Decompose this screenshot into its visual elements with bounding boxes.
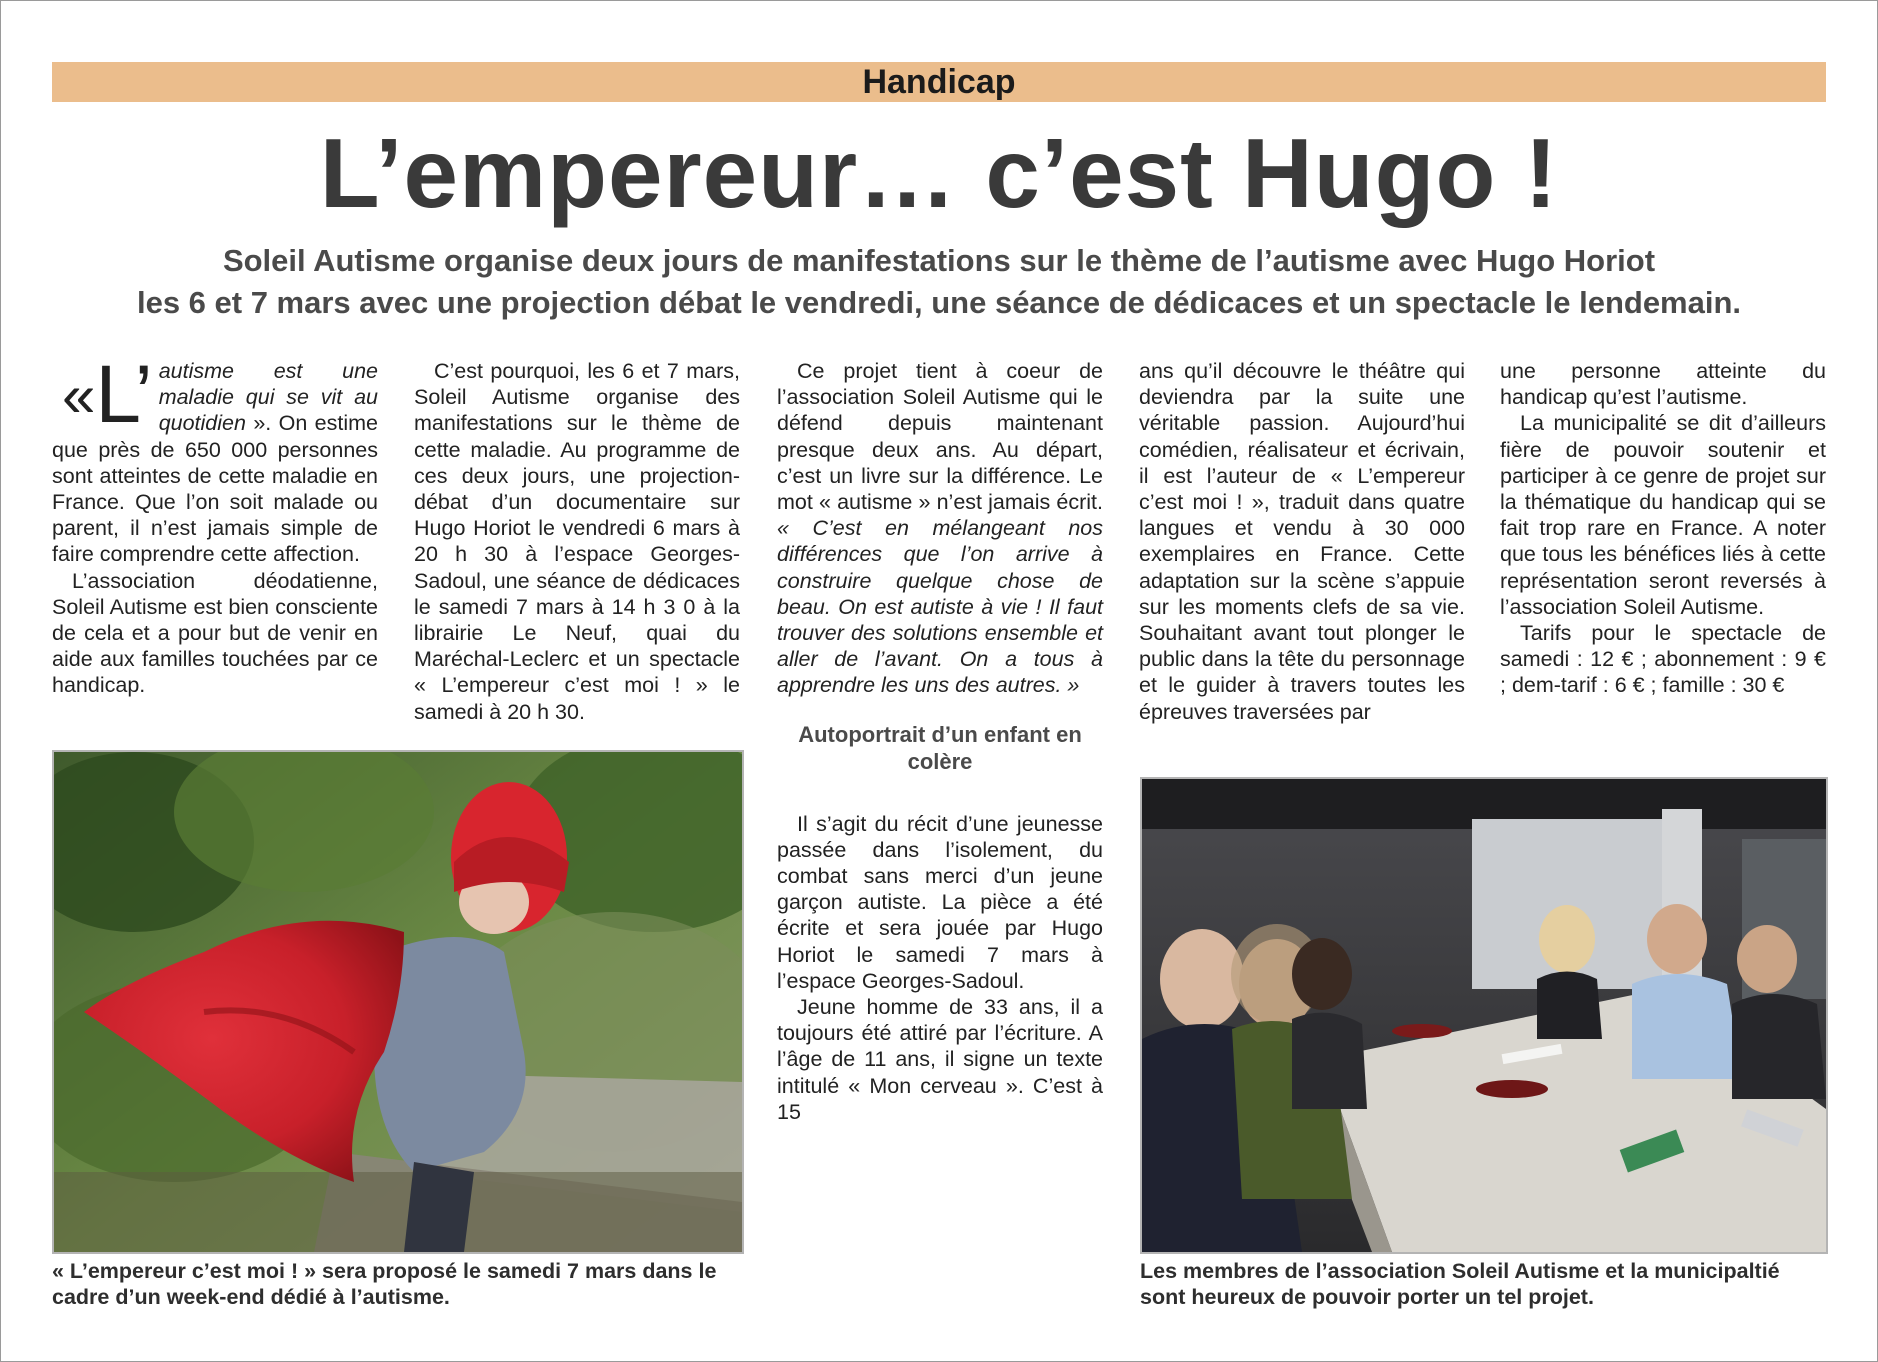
paragraph-7: La municipalité se dit d’ailleurs fière de pouvoir soutenir et participer à ce genre de projet sur la thématique du handicap qui se fait trop rare en France. A noter que tous les bénéfices liés à cette représentation seront reversés à l’association Soleil Autisme. — [1500, 411, 1826, 619]
headline: L’empereur… c’est Hugo ! — [319, 118, 1559, 228]
photo-hugo-cape-image — [54, 752, 742, 1252]
lead-paragraph — [52, 349, 378, 568]
caption-photo-2: Les membres de l’association Soleil Autisme et la municipaltié sont heureux de pouvoir porter un tel projet. — [1140, 1259, 1780, 1309]
article-column-4 — [1139, 358, 1465, 725]
article-column-2 — [414, 358, 740, 725]
standfirst — [52, 240, 1826, 324]
paragraph-5: Il s’agit du récit d’une jeunesse passée dans l’isolement, du combat sans merci d’un jeune garçon autiste. La pièce a été écrite et sera jouée par Hugo Horiot le samedi 7 mars à l’espace Georges-Sadoul. — [777, 811, 1103, 993]
paragraph-4: Ce projet tient à coeur de l’association Soleil Autisme qui le défend depuis maintenant presque deux ans. Au départ, c’est un livre sur la différence. Le mot « autisme » n’est jamais écrit. « C’est en mélangeant nos différences que l’on arrive à construire quelque chose de beau. On est autiste à vie ! Il faut trouver des solutions ensemble et aller de l’avant. On a tous à apprendre les uns des autres. » — [777, 359, 1103, 698]
photo-hugo-cape — [52, 750, 744, 1254]
drop-cap: «L’ — [62, 349, 151, 440]
paragraph-6-part-c: une personne atteinte du handicap qu’est l’autisme. — [1500, 359, 1826, 410]
caption-photo-1: « L’empereur c’est moi ! » sera proposé le samedi 7 mars dans le cadre d’un week-end dédié à l’autisme. — [52, 1259, 717, 1309]
hugo-quote: « C’est en mélangeant nos différences que l’on arrive à construire quelque chose de beau. On est autiste à vie ! Il faut trouver des solutions ensemble et aller de l’avant. On a tous à apprendre les uns des autres. » — [777, 516, 1103, 698]
paragraph-2-part-a: L’association déodatienne, Soleil Autisme est bien consciente de cela et a pour but de venir en aide aux familles touchées par ce handicap. — [52, 568, 378, 698]
photo-meeting — [1140, 777, 1828, 1254]
standfirst-line-1: Soleil Autisme organise deux jours de manifestations sur le thème de l’autisme avec Hugo Horiot — [222, 243, 1656, 278]
paragraph-3-part-a: C’est pourquoi, les 6 et 7 mars, Soleil Autisme organise des manifestations sur le thème de cette maladie. Au programme de ces deux jours, une projection-débat d’un documentaire sur Hugo Horiot le vendredi 6 mars à 20 h 30 à l’espace Georges-Sadoul, une séance de dédicaces le samedi 7 mars à 14 h 3 0 à la librairie Le Neuf, quai du Maréchal-Leclerc et un spectacle « L’empereur c’est moi ! » le samedi à 20 h 30. — [414, 359, 740, 724]
paragraph-6-part-b: ans qu’il découvre le théâtre qui deviendra par la suite une véritable passion. Aujourd’hui comédien, réalisateur et écrivain, il est l’auteur de « L’empereur c’est moi ! », traduit dans quatre langues et vendu à 30 000 exemplaires en France. Cette adaptation sur la scène s’appuie sur les moments clefs de sa vie. Souhaitant avant tout plonger le public dans la tête du personnage et le guider à travers toutes les épreuves traversées par — [1139, 359, 1465, 724]
lead-italic: autisme est une maladie qui se vit au quotidien — [158, 359, 378, 436]
article-column-3 — [777, 358, 1103, 1125]
lead-rest: ». On estime que près de 650 000 personnes sont atteintes de cette maladie en France. Que l’on soit malade ou parent, il n’est jamais simple de faire comprendre cette affection. — [52, 411, 378, 567]
subhead: Autoportrait d’un enfant en colère — [798, 721, 1082, 774]
article-column-5 — [1500, 358, 1826, 699]
standfirst-line-2: les 6 et 7 mars avec une projection débat le vendredi, une séance de dédicaces et un spectacle le lendemain. — [136, 285, 1742, 320]
section-rubric: Handicap — [52, 62, 1826, 102]
paragraph-6-part-a: Jeune homme de 33 ans, il a toujours été attiré par l’écriture. A l’âge de 11 ans, il signe un texte intitulé « Mon cerveau ». C’est à 15 — [777, 995, 1103, 1124]
photo-meeting-image — [1142, 779, 1826, 1252]
paragraph-8: Tarifs pour le spectacle de samedi : 12 € ; abonnement : 9 € ; dem-tarif : 6 € ; famille : 30 € — [1500, 621, 1826, 698]
article-column-1 — [52, 349, 378, 699]
